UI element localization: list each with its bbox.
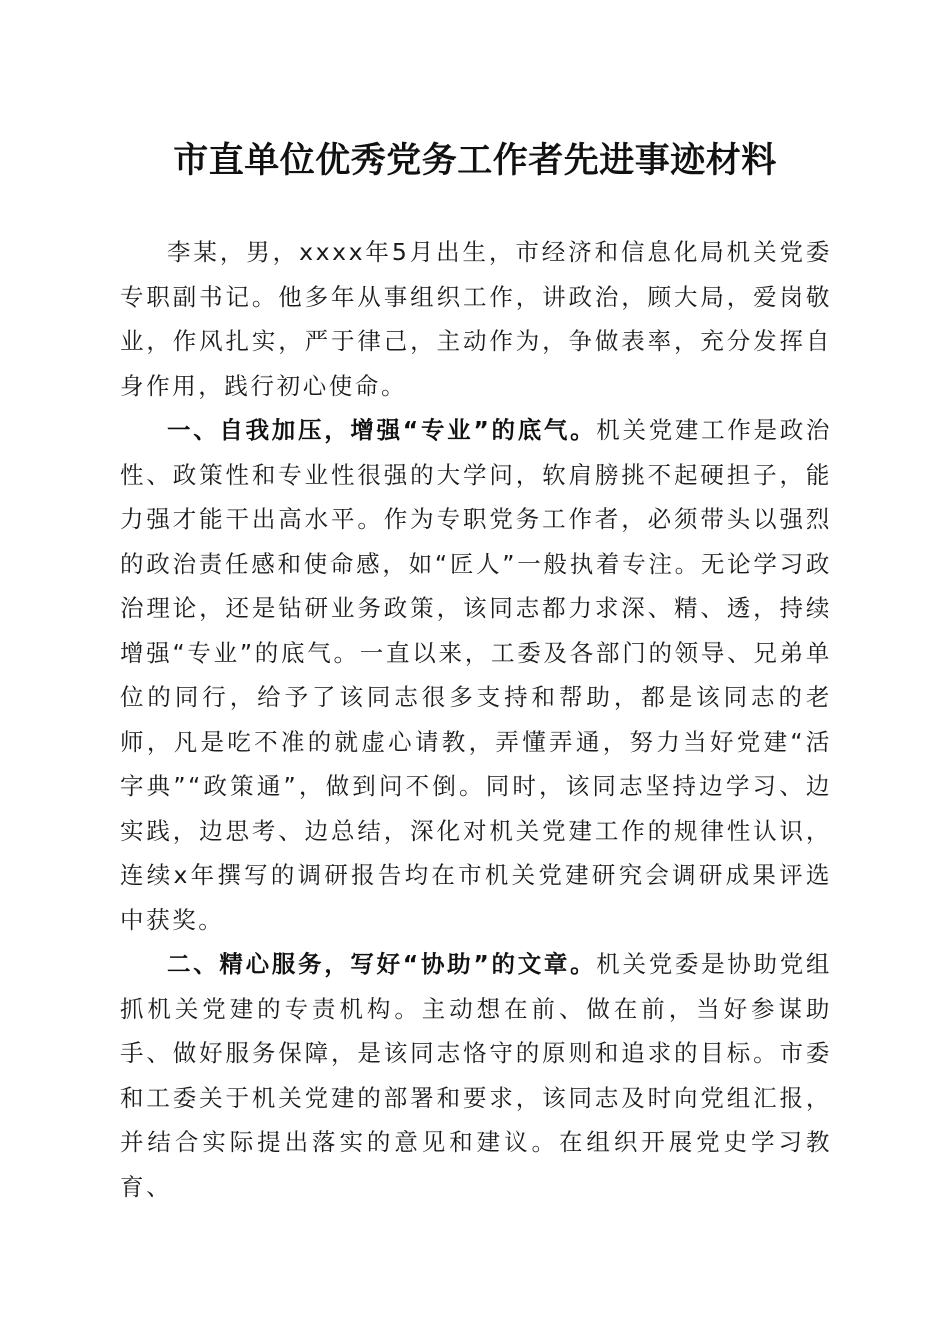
section-1-text: 机关党建工作是政治性、政策性和专业性很强的大学问，软肩膀挑不起硬担子，能力强才能干出高水平。作为专职党务工作者，必须带头以强烈的政治责任感和使命感，如“匠人”一般执着专注。无论学习政治理论，还是钻研业务政策，该同志都力求深、精、透，持续增强“专业”的底气。一直以来，工委及各部门的领导、兄弟单位的同行，给予了该同志很多支持和帮助，都是该同志的老师，凡是吃不准的就虚心请教，弄懂弄通，努力当好党建“活字典”“政策通”，做到问不倒。同时，该同志坚持边学习、边实践，边思考、边总结，深化对机关党建工作的规律性认识，连续x年撰写的调研报告均在市机关党建研究会调研成果评选中获奖。 [120,416,832,934]
section-2-heading: 二、精心服务，写好“协助”的文章。 [167,950,597,978]
document-title: 市直单位优秀党务工作者先进事迹材料 [173,140,777,181]
paragraph-intro-text: 李某，男，xxxx年5月出生，市经济和信息化局机关党委专职副书记。他多年从事组织工作，讲政治，顾大局，爱岗敬业，作风扎实，严于律己，主动作为，争做表率，充分发挥自身作用，践行初心使命。 [120,238,832,400]
section-1-heading: 一、自我加压，增强“专业”的底气。 [167,416,597,444]
paragraph-intro [120,230,832,408]
section-2-text: 机关党委是协助党组抓机关党建的专责机构。主动想在前、做在前，当好参谋助手、做好服务保障，是该同志恪守的原则和追求的目标。市委和工委关于机关党建的部署和要求，该同志及时向党组汇报，并结合实际提出落实的意见和建议。在组织开展党史学习教育、 [120,950,832,1201]
paragraph-section-1 [120,408,832,942]
paragraph-section-2 [120,942,832,1209]
document-body [120,230,832,1209]
